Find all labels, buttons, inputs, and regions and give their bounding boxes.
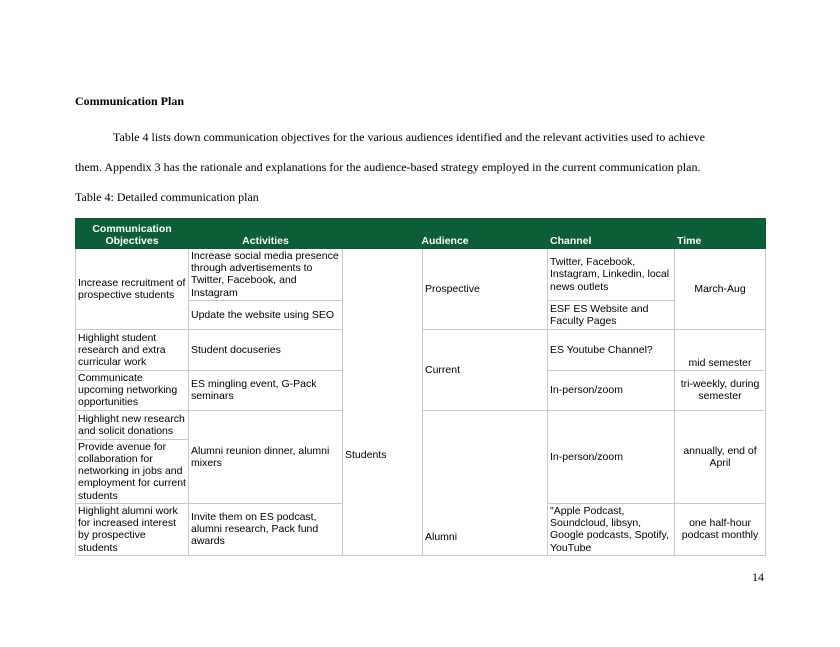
audience-current-cell: Current [423, 329, 548, 410]
time-cell: tri-weekly, during semester [675, 370, 766, 410]
header-audience: Audience [343, 219, 548, 249]
channel-cell: Twitter, Facebook, Instagram, Linkedin, local news outlets [548, 249, 675, 301]
intro-paragraph-line-2: them. Appendix 3 has the rationale and explanations for the audience-based strategy employed in the current communication plan. [75, 160, 701, 174]
objective-cell: Provide avenue for collaboration for networking in jobs and employment for current students [76, 439, 189, 503]
channel-cell: "Apple Podcast, Soundcloud, libsyn, Google podcasts, Spotify, YouTube [548, 503, 675, 555]
time-cell: annually, end of April [675, 410, 766, 503]
objective-cell: Highlight student research and extra curricular work [76, 329, 189, 370]
table-row [76, 249, 766, 301]
time-cell: one half-hour podcast monthly [675, 503, 766, 555]
time-cell: March-Aug [675, 249, 766, 330]
communication-plan-table [75, 218, 766, 556]
activity-cell: ES mingling event, G-Pack seminars [189, 370, 343, 410]
intro-paragraph-line-1: Table 4 lists down communication objectives for the various audiences identified and the relevant activities used to achieve [113, 130, 705, 144]
channel-cell: ESF ES Website and Faculty Pages [548, 300, 675, 329]
objective-cell: Increase recruitment of prospective students [76, 249, 189, 330]
table-header-row [76, 219, 766, 249]
section-heading: Communication Plan [75, 94, 185, 108]
audience-prospective-cell: Prospective [423, 249, 548, 330]
page-number: 14 [752, 570, 764, 584]
activity-cell: Invite them on ES podcast, alumni research, Pack fund awards [189, 503, 343, 555]
audience-alumni-cell: Alumni [423, 410, 548, 555]
header-time: Time [675, 219, 766, 249]
activity-cell: Update the website using SEO [189, 300, 343, 329]
activity-cell: Increase social media presence through advertisements to Twitter, Facebook, and Instagram [189, 249, 343, 301]
activity-cell: Alumni reunion dinner, alumni mixers [189, 410, 343, 503]
channel-cell: In-person/zoom [548, 370, 675, 410]
audience-students-cell: Students [343, 249, 423, 556]
table-caption: Table 4: Detailed communication plan [75, 190, 259, 204]
objective-cell: Communicate upcoming networking opportunities [76, 370, 189, 410]
channel-cell: In-person/zoom [548, 410, 675, 503]
header-objectives: Communication Objectives [76, 219, 189, 249]
objective-cell: Highlight new research and solicit donations [76, 410, 189, 439]
channel-cell: ES Youtube Channel? [548, 329, 675, 370]
time-cell: mid semester [675, 329, 766, 370]
header-channel: Channel [548, 219, 675, 249]
header-activities: Activities [189, 219, 343, 249]
activity-cell: Student docuseries [189, 329, 343, 370]
objective-cell: Highlight alumni work for increased interest by prospective students [76, 503, 189, 555]
